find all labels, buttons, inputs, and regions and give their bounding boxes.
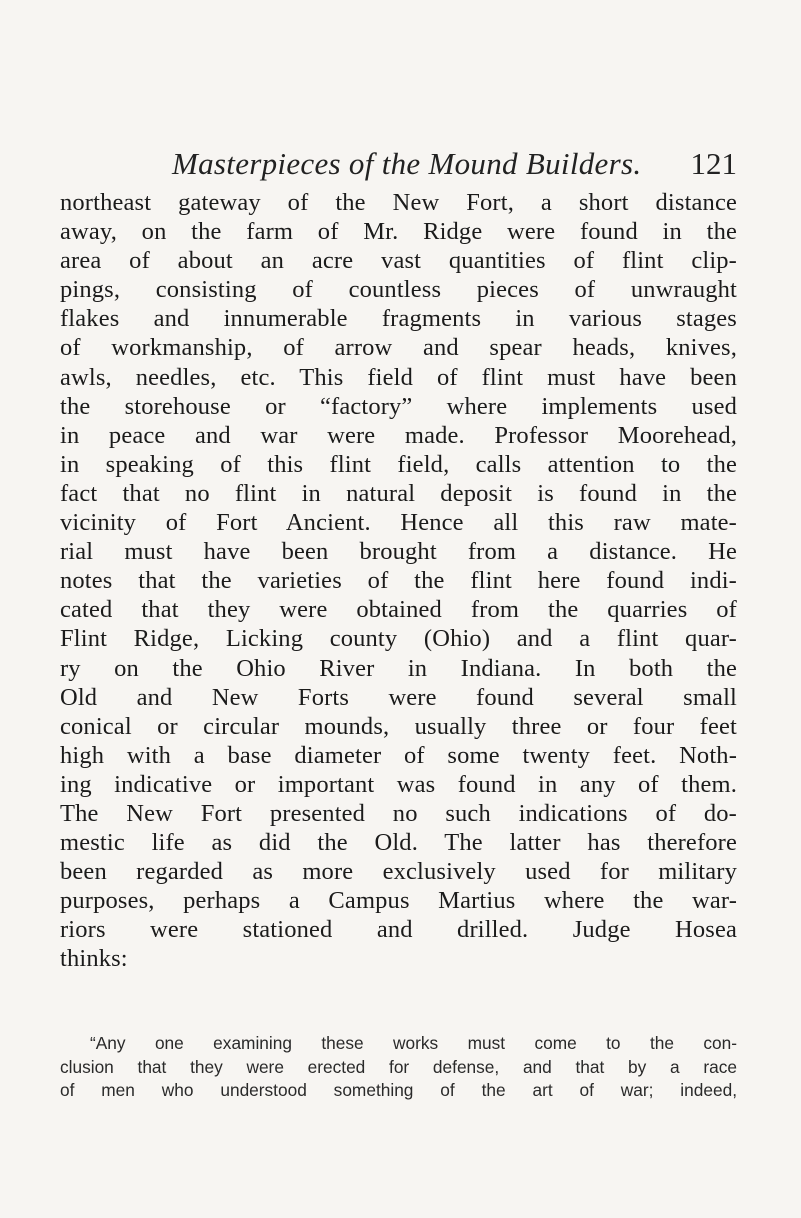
text-line: ing indicative or important was found in any of them. xyxy=(60,770,737,798)
quote-line: “Any one examining these works must come to the con- xyxy=(90,1033,737,1053)
text-line: conical or circular mounds, usually three or four feet xyxy=(60,712,737,740)
text-line: the storehouse or “factory” where implements used xyxy=(60,392,737,420)
body-paragraph xyxy=(60,188,737,974)
text-line: of workmanship, of arrow and spear heads, knives, xyxy=(60,334,737,362)
text-line: purposes, perhaps a Campus Martius where the war- xyxy=(60,887,737,915)
text-line: in speaking of this flint field, calls attention to the xyxy=(60,450,737,478)
text-line: pings, consisting of countless pieces of unwraught xyxy=(60,276,737,304)
text-line: ry on the Ohio River in Indiana. In both the xyxy=(60,654,737,682)
text-line: Old and New Forts were found several small xyxy=(60,683,737,711)
text-line: Flint Ridge, Licking county (Ohio) and a flint quar- xyxy=(60,625,737,653)
quote-line: clusion that they were erected for defense, and that by a race xyxy=(60,1056,737,1077)
text-line: vicinity of Fort Ancient. Hence all this raw mate- xyxy=(60,509,737,537)
text-line: fact that no flint in natural deposit is found in the xyxy=(60,479,737,507)
text-line: awls, needles, etc. This field of flint must have been xyxy=(60,363,737,391)
quote-line: of men who understood something of the art of war; indeed, xyxy=(60,1080,737,1100)
text-line: northeast gateway of the New Fort, a short distance xyxy=(60,189,737,216)
running-head xyxy=(172,146,737,186)
page-number: 121 xyxy=(690,146,737,181)
running-title: Masterpieces of the Mound Builders. xyxy=(172,146,642,181)
text-line: notes that the varieties of the flint here found indi- xyxy=(60,567,737,595)
text-line: in peace and war were made. Professor Moorehead, xyxy=(60,421,737,449)
text-line: thinks: xyxy=(60,945,128,973)
text-line: cated that they were obtained from the quarries of xyxy=(60,596,737,624)
text-line: been regarded as more exclusively used for military xyxy=(60,858,737,886)
text-line: area of about an acre vast quantities of flint clip- xyxy=(60,247,737,275)
text-line: away, on the farm of Mr. Ridge were found in the xyxy=(60,218,737,246)
text-line: riors were stationed and drilled. Judge Hosea xyxy=(60,916,737,944)
text-line: flakes and innumerable fragments in various stages xyxy=(60,305,737,333)
text-line: The New Fort presented no such indications of do- xyxy=(60,799,737,827)
text-line: high with a base diameter of some twenty feet. Noth- xyxy=(60,741,737,769)
block-quote xyxy=(60,1032,737,1103)
text-line: rial must have been brought from a distance. He xyxy=(60,538,737,566)
text-line: mestic life as did the Old. The latter has therefore xyxy=(60,829,737,857)
